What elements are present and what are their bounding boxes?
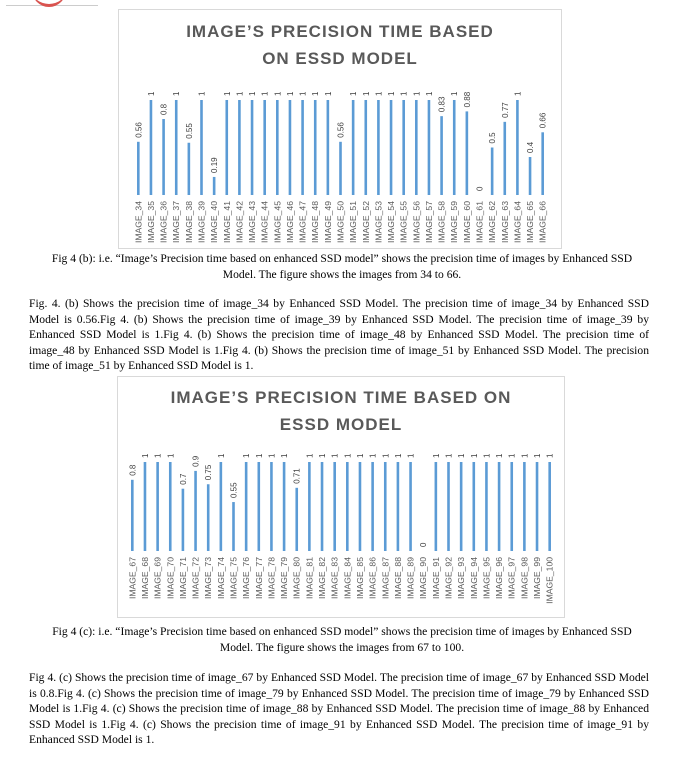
bar-image-97 (510, 462, 513, 551)
data-label: 0.66 (538, 112, 548, 129)
category-tick-label: IMAGE_84 (342, 557, 353, 600)
data-label: 1 (242, 453, 252, 458)
bar-image-49 (327, 100, 330, 195)
bar-image-36 (162, 119, 165, 195)
bar-image-79 (283, 462, 286, 551)
data-label: 0.5 (488, 132, 498, 144)
bar-image-99 (536, 462, 539, 551)
bar-image-93 (460, 462, 463, 551)
category-tick-label: IMAGE_61 (474, 201, 485, 244)
category-tick-label: IMAGE_82 (317, 557, 328, 600)
category-tick-label: IMAGE_35 (145, 201, 156, 244)
data-label: 0 (475, 186, 485, 191)
bar-image-41 (225, 100, 228, 195)
data-label: 1 (197, 91, 207, 96)
bar-image-45 (276, 100, 279, 195)
bar-image-47 (301, 100, 304, 195)
data-label: 0 (419, 542, 429, 547)
bar-image-69 (156, 462, 159, 551)
category-tick-label: IMAGE_88 (392, 557, 403, 600)
data-label: 0.8 (128, 464, 138, 476)
data-label: 0.7 (178, 473, 188, 485)
data-label: 0.4 (526, 141, 536, 153)
bar-image-42 (238, 100, 241, 195)
category-tick-label: IMAGE_37 (171, 201, 182, 244)
category-tick-label: IMAGE_63 (499, 201, 510, 244)
bar-image-40 (213, 177, 216, 195)
bar-image-70 (169, 462, 172, 551)
data-label: 1 (381, 453, 391, 458)
data-label: 1 (305, 453, 315, 458)
bar-image-68 (144, 462, 147, 551)
data-label: 0.88 (462, 91, 472, 108)
paragraph-fig4b: Fig. 4. (b) Shows the precision time of image_34 by Enhanced SSD Model. The precision time of image_34 by Enhanced SSD Model is 0.56.Fig 4. (b) Shows the precision time of image_39 by Enhanced SSD Model. The precision time of image_39 by Enhanced SSD Model is 1.Fig 4. (b) Shows the precision time of image_48 by Enhanced SSD Model. The precision time of image_48 by Enhanced SSD Model is 1.Fig 4. (b) Shows the precision time of image_51 by Enhanced SSD Model. The precision time of image_51 by Enhanced SSD Model is 1. (29, 297, 649, 372)
chart-title-line-1: IMAGE’S PRECISION TIME BASED ON (170, 388, 512, 407)
category-tick-label: IMAGE_56 (411, 201, 422, 244)
bar-image-65 (529, 157, 532, 195)
category-tick-label: IMAGE_36 (158, 201, 169, 244)
bar-image-72 (194, 471, 197, 551)
caption-fig4b: Fig 4 (b): i.e. “Image’s Precision time based on enhanced SSD model” shows the precision time of images by Enhanced SSD Model. The figure shows the images from 34 to 66. (51, 252, 633, 281)
precision-chart-34-66 (118, 9, 562, 249)
bar-image-46 (289, 100, 292, 195)
data-label: 1 (216, 453, 226, 458)
category-tick-label: IMAGE_46 (284, 201, 295, 244)
bar-image-92 (447, 462, 450, 551)
bar-image-84 (346, 462, 349, 551)
category-tick-label: IMAGE_43 (247, 201, 258, 244)
data-label: 1 (235, 91, 245, 96)
bar-image-55 (402, 100, 405, 195)
category-tick-label: IMAGE_53 (373, 201, 384, 244)
data-label: 1 (457, 453, 467, 458)
data-label: 1 (450, 91, 460, 96)
data-label: 1 (444, 453, 454, 458)
data-label: 1 (533, 453, 543, 458)
bar-image-83 (333, 462, 336, 551)
data-label: 1 (349, 91, 359, 96)
data-label: 0.55 (229, 482, 239, 499)
category-tick-label: IMAGE_96 (494, 557, 505, 600)
data-label: 1 (393, 453, 403, 458)
category-tick-label: IMAGE_81 (304, 557, 315, 600)
data-label: 1 (424, 91, 434, 96)
category-tick-label: IMAGE_57 (423, 201, 434, 244)
bar-image-74 (220, 462, 223, 551)
data-label: 0.71 (292, 468, 302, 484)
data-label: 0.55 (184, 123, 194, 139)
bar-image-56 (415, 100, 418, 195)
category-tick-label: IMAGE_68 (139, 557, 150, 600)
bar-image-98 (523, 462, 526, 551)
bar-image-63 (503, 122, 506, 195)
data-label: 0.83 (437, 96, 447, 113)
bar-image-52 (364, 100, 367, 195)
data-label: 1 (374, 91, 384, 96)
data-label: 1 (323, 91, 333, 96)
data-label: 1 (495, 453, 505, 458)
category-tick-label: IMAGE_47 (297, 201, 308, 244)
category-tick-label: IMAGE_77 (253, 557, 264, 600)
category-tick-label: IMAGE_72 (190, 557, 201, 600)
data-label: 1 (482, 453, 492, 458)
bar-image-44 (263, 100, 266, 195)
data-label: 1 (545, 453, 555, 458)
category-tick-label: IMAGE_92 (443, 557, 454, 600)
category-tick-label: IMAGE_60 (461, 201, 472, 244)
data-label: 0.75 (204, 464, 214, 481)
data-label: 0.19 (210, 157, 220, 173)
category-tick-label: IMAGE_54 (386, 201, 397, 244)
bar-plot (119, 10, 563, 250)
category-tick-label: IMAGE_87 (380, 557, 391, 600)
bar-image-37 (175, 100, 178, 195)
bar-image-100 (548, 462, 551, 551)
data-label: 1 (318, 453, 328, 458)
bar-image-53 (377, 100, 380, 195)
category-tick-label: IMAGE_93 (456, 557, 467, 600)
bar-image-86 (371, 462, 374, 551)
data-label: 1 (166, 453, 176, 458)
bar-image-91 (435, 462, 438, 551)
bar-image-89 (409, 462, 412, 551)
data-label: 0.9 (191, 455, 201, 467)
bar-image-35 (150, 100, 153, 195)
data-label: 1 (520, 453, 530, 458)
data-label: 0.56 (134, 122, 144, 138)
bar-image-82 (321, 462, 324, 551)
category-tick-label: IMAGE_55 (398, 201, 409, 244)
bar-image-85 (359, 462, 362, 551)
bar-image-78 (270, 462, 273, 551)
category-tick-label: IMAGE_52 (360, 201, 371, 244)
category-tick-label: IMAGE_58 (436, 201, 447, 244)
data-label: 1 (469, 453, 479, 458)
category-tick-label: IMAGE_49 (322, 201, 333, 244)
category-tick-label: IMAGE_99 (532, 557, 543, 600)
category-tick-label: IMAGE_44 (259, 201, 270, 244)
category-tick-label: IMAGE_64 (512, 201, 523, 244)
bar-image-77 (257, 462, 260, 551)
bar-image-62 (491, 148, 494, 196)
category-tick-label: IMAGE_65 (525, 201, 536, 244)
data-label: 1 (355, 453, 365, 458)
bar-image-38 (188, 143, 191, 195)
data-label: 1 (412, 91, 422, 96)
data-label: 1 (368, 453, 378, 458)
bar-image-80 (295, 488, 298, 551)
category-tick-label: IMAGE_70 (165, 557, 176, 600)
data-label: 1 (254, 453, 264, 458)
data-label: 1 (399, 91, 409, 96)
category-tick-label: IMAGE_40 (209, 201, 220, 244)
data-label: 1 (431, 453, 441, 458)
data-label: 1 (387, 91, 397, 96)
bar-image-43 (251, 100, 254, 195)
category-tick-label: IMAGE_80 (291, 557, 302, 600)
category-tick-label: IMAGE_94 (468, 557, 479, 600)
chart-title-line-2: ESSD MODEL (279, 415, 403, 434)
data-label: 1 (153, 453, 163, 458)
category-tick-label: IMAGE_79 (279, 557, 290, 600)
category-tick-label: IMAGE_59 (449, 201, 460, 244)
category-tick-label: IMAGE_69 (152, 557, 163, 600)
bar-image-95 (485, 462, 488, 551)
category-tick-label: IMAGE_100 (544, 557, 555, 604)
data-label: 1 (361, 91, 371, 96)
bar-image-59 (453, 100, 456, 195)
data-label: 1 (146, 91, 156, 96)
bar-image-51 (352, 100, 355, 195)
bar-image-87 (384, 462, 387, 551)
category-tick-label: IMAGE_41 (221, 201, 232, 244)
bar-image-67 (131, 480, 134, 551)
data-label: 1 (172, 91, 182, 96)
category-tick-label: IMAGE_71 (177, 557, 188, 600)
bar-image-66 (541, 132, 544, 195)
bar-image-88 (397, 462, 400, 551)
bar-image-75 (232, 502, 235, 551)
data-label: 1 (406, 453, 416, 458)
data-label: 0.8 (159, 103, 169, 115)
category-tick-label: IMAGE_78 (266, 557, 277, 600)
category-tick-label: IMAGE_89 (405, 557, 416, 600)
category-tick-label: IMAGE_86 (367, 557, 378, 600)
chart-title-line-2: ON ESSD MODEL (262, 49, 418, 68)
data-label: 1 (260, 91, 270, 96)
data-label: 1 (311, 91, 321, 96)
bar-image-60 (466, 111, 469, 195)
category-tick-label: IMAGE_95 (481, 557, 492, 600)
category-tick-label: IMAGE_38 (183, 201, 194, 244)
caption-fig4c: Fig 4 (c): i.e. “Image’s Precision time based on enhanced SSD model” shows the precision time of images by Enhanced SSD Model. The figure shows the images from 67 to 100. (52, 625, 632, 654)
category-tick-label: IMAGE_85 (354, 557, 365, 600)
bar-image-94 (472, 462, 475, 551)
data-label: 0.77 (500, 102, 510, 118)
category-tick-label: IMAGE_45 (272, 201, 283, 244)
category-tick-label: IMAGE_75 (228, 557, 239, 600)
data-label: 0.56 (336, 122, 346, 138)
category-tick-label: IMAGE_83 (329, 557, 340, 600)
data-label: 1 (140, 453, 150, 458)
data-label: 1 (343, 453, 353, 458)
bar-image-96 (498, 462, 501, 551)
category-tick-label: IMAGE_51 (348, 201, 359, 244)
category-tick-label: IMAGE_97 (506, 557, 517, 600)
bar-image-73 (207, 484, 210, 551)
category-tick-label: IMAGE_50 (335, 201, 346, 244)
data-label: 1 (298, 91, 308, 96)
category-tick-label: IMAGE_39 (196, 201, 207, 244)
data-label: 1 (280, 453, 290, 458)
category-tick-label: IMAGE_66 (537, 201, 548, 244)
data-label: 1 (248, 91, 258, 96)
data-label: 1 (273, 91, 283, 96)
category-tick-label: IMAGE_42 (234, 201, 245, 244)
data-label: 1 (222, 91, 232, 96)
data-label: 1 (507, 453, 517, 458)
bar-image-71 (182, 489, 185, 551)
bar-image-58 (440, 116, 443, 195)
data-label: 1 (330, 453, 340, 458)
bar-image-76 (245, 462, 248, 551)
bar-image-48 (314, 100, 317, 195)
data-label: 1 (285, 91, 295, 96)
category-tick-label: IMAGE_34 (133, 201, 144, 244)
category-tick-label: IMAGE_90 (418, 557, 429, 600)
bar-image-64 (516, 100, 519, 195)
precision-chart-67-100 (117, 376, 565, 618)
paragraph-fig4c: Fig 4. (c) Shows the precision time of image_67 by Enhanced SSD Model. The precision time of image_67 by Enhanced SSD Model is 0.8.Fig 4. (c) Shows the precision time of image_79 by Enhanced SSD Model. The precision time of image_79 by Enhanced SSD Model is 1.Fig 4. (c) Shows the precision time of image_88 by Enhanced SSD Model. The precision time of image_88 by Enhanced SSD Model is 1.Fig 4. (c) Shows the precision time of image_91 by Enhanced SSD Model. The precision time of image_91 by Enhanced SSD Model is 1. (29, 671, 649, 746)
data-label: 1 (267, 453, 277, 458)
bar-image-39 (200, 100, 203, 195)
category-tick-label: IMAGE_76 (241, 557, 252, 600)
data-label: 1 (513, 91, 523, 96)
chart-title-line-1: IMAGE’S PRECISION TIME BASED (186, 22, 494, 41)
bar-plot (118, 377, 566, 619)
bar-image-81 (308, 462, 311, 551)
category-tick-label: IMAGE_98 (519, 557, 530, 600)
category-tick-label: IMAGE_91 (430, 557, 441, 600)
category-tick-label: IMAGE_74 (215, 557, 226, 600)
category-tick-label: IMAGE_73 (203, 557, 214, 600)
bar-image-54 (390, 100, 393, 195)
category-tick-label: IMAGE_62 (487, 201, 498, 244)
bar-image-50 (339, 142, 342, 195)
category-tick-label: IMAGE_48 (310, 201, 321, 244)
bar-image-57 (428, 100, 431, 195)
category-tick-label: IMAGE_67 (127, 557, 138, 600)
bar-image-34 (137, 142, 140, 195)
